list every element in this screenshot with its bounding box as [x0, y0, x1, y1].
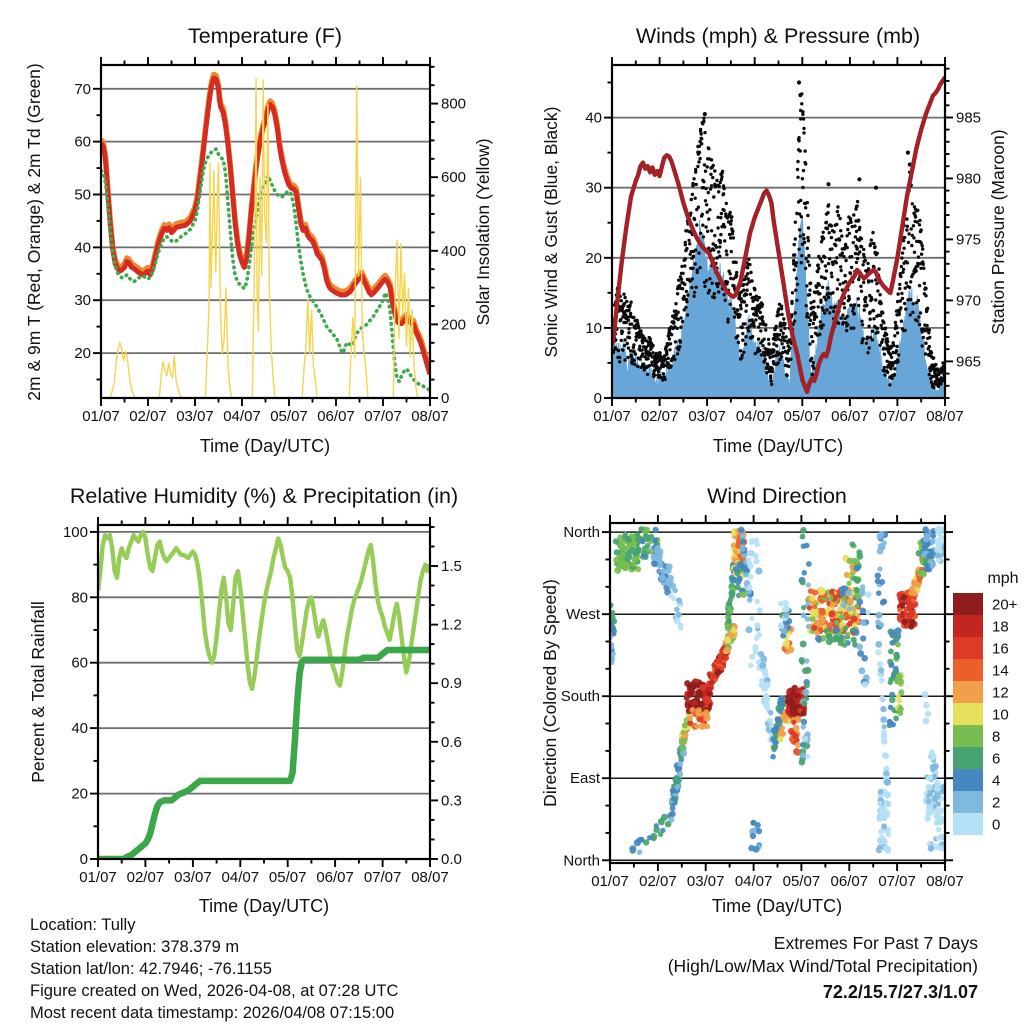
x-tick-label: 02/07 — [126, 869, 165, 886]
y-tick-label-right: 800 — [441, 95, 467, 113]
x-tick-label: 02/07 — [640, 408, 679, 425]
colorbar-swatch — [953, 593, 983, 615]
y-tick-label-left: 100 — [62, 523, 88, 541]
humidity-ylabel-left: Percent & Total Rainfall — [28, 601, 48, 783]
x-tick-label: 05/07 — [270, 408, 308, 425]
x-tick-label: 08/07 — [411, 408, 449, 425]
temperature-xlabel: Time (Day/UTC) — [199, 436, 331, 456]
colorbar-label: 6 — [992, 750, 1001, 768]
y-tick-label-left: 0 — [79, 851, 88, 868]
y-tick-label-left: 20 — [71, 785, 88, 803]
x-tick-label: 07/07 — [364, 408, 402, 425]
x-tick-label: 01/07 — [82, 408, 120, 425]
y-tick-label-right: 0.3 — [441, 792, 462, 810]
x-tick-label: 04/07 — [223, 408, 261, 425]
x-tick-label: 03/07 — [686, 873, 725, 890]
y-tick-label-left: 30 — [74, 292, 91, 310]
y-tick-label-left: 0 — [593, 390, 602, 407]
winds-ylabel-right: Station Pressure (Maroon) — [988, 129, 1008, 335]
winds-pressure-title: Winds (mph) & Pressure (mb) — [635, 24, 921, 48]
x-tick-label: 04/07 — [221, 869, 260, 886]
y-tick-label-right: 970 — [956, 292, 982, 310]
colorbar-label: 18 — [992, 618, 1009, 636]
y-tick-label-right: 0 — [441, 390, 450, 407]
y-tick-label-right: 600 — [441, 169, 467, 187]
x-tick-label: 08/07 — [926, 873, 964, 890]
colorbar-swatch — [953, 769, 983, 791]
temperature-title: Temperature (F) — [187, 24, 343, 48]
colorbar-swatch — [953, 725, 983, 747]
x-tick-label: 03/07 — [688, 408, 726, 425]
y-tick-label-left: 80 — [71, 589, 88, 607]
x-tick-label: 07/07 — [878, 873, 916, 890]
y-tick-label-right: 975 — [956, 231, 982, 249]
footer-latlon: Station lat/lon: 42.7946; -76.1155 — [30, 960, 272, 978]
colorbar-swatch — [953, 813, 983, 835]
y-tick-label-left: 70 — [74, 80, 91, 98]
y-tick-label-right: 985 — [956, 109, 982, 127]
y-tick-label-right: 965 — [956, 353, 982, 371]
y-tick-label-left: West — [566, 606, 600, 624]
x-tick-label: 02/07 — [129, 408, 167, 425]
colorbar-swatch — [953, 747, 983, 769]
x-tick-label: 02/07 — [639, 873, 677, 890]
y-tick-label-right: 0.0 — [441, 851, 462, 868]
humidity-precip-title: Relative Humidity (%) & Precipitation (in) — [69, 484, 459, 508]
colorbar-swatch — [953, 637, 983, 659]
y-tick-label-right: 200 — [441, 316, 467, 334]
y-tick-label-left: 40 — [71, 720, 88, 738]
y-tick-label-right: 0.9 — [441, 675, 462, 693]
winds-pressure-xlabel: Time (Day/UTC) — [712, 436, 844, 456]
y-tick-label-left: 30 — [585, 179, 602, 197]
colorbar-label: 8 — [992, 728, 1001, 746]
x-tick-label: 06/07 — [831, 408, 869, 425]
footer-created: Figure created on Wed, 2026-04-08, at 07:28 UTC — [30, 982, 399, 1000]
x-tick-label: 06/07 — [316, 869, 354, 886]
colorbar-swatch — [953, 791, 983, 813]
colorbar-label: 20+ — [992, 596, 1018, 614]
extremes-subtitle: (High/Low/Max Wind/Total Precipitation) — [667, 956, 978, 976]
footer-location: Location: Tully — [30, 916, 136, 934]
colorbar-swatch — [953, 659, 983, 681]
y-tick-label-left: 40 — [74, 239, 91, 257]
y-tick-label-left: 60 — [74, 133, 91, 151]
y-tick-label-left: North — [563, 852, 600, 870]
winds-ylabel-left: Sonic Wind & Gust (Blue, Black) — [541, 106, 561, 358]
colorbar-swatch — [953, 615, 983, 637]
x-tick-label: 01/07 — [593, 408, 631, 425]
y-tick-label-right: 1.2 — [441, 616, 462, 634]
y-tick-label-left: East — [569, 770, 600, 788]
colorbar-label: 2 — [992, 794, 1001, 812]
x-tick-label: 07/07 — [878, 408, 917, 425]
humidity-precip-xlabel: Time (Day/UTC) — [198, 896, 330, 916]
x-tick-label: 01/07 — [591, 873, 629, 890]
colorbar-label: 16 — [992, 640, 1009, 658]
extremes-values: 72.2/15.7/27.3/1.07 — [822, 982, 978, 1002]
y-tick-label-right: 400 — [441, 242, 467, 260]
y-tick-label-left: 50 — [74, 186, 91, 204]
x-tick-label: 05/07 — [268, 869, 307, 886]
x-tick-label: 01/07 — [79, 869, 117, 886]
colorbar-swatch — [953, 681, 983, 703]
y-tick-label-left: South — [560, 688, 600, 706]
footer-elevation: Station elevation: 378.379 m — [30, 938, 240, 956]
x-tick-label: 03/07 — [174, 869, 212, 886]
x-tick-label: 05/07 — [782, 873, 821, 890]
x-tick-label: 06/07 — [317, 408, 355, 425]
y-tick-label-left: 60 — [71, 654, 88, 672]
colorbar-label: 12 — [992, 684, 1009, 702]
y-tick-label-left: 10 — [585, 319, 602, 337]
wind-direction-xlabel: Time (Day/UTC) — [711, 896, 843, 916]
y-tick-label-right: 1.5 — [441, 558, 462, 575]
y-tick-label-left: North — [563, 524, 600, 542]
y-tick-label-left: 20 — [74, 345, 91, 363]
x-tick-label: 06/07 — [830, 873, 869, 890]
x-tick-label: 08/07 — [411, 869, 449, 886]
y-tick-label-right: 980 — [956, 170, 982, 188]
extremes-title: Extremes For Past 7 Days — [773, 933, 978, 953]
y-tick-label-left: 20 — [585, 249, 602, 267]
x-tick-label: 07/07 — [363, 869, 402, 886]
colorbar-label: 14 — [992, 662, 1009, 680]
temperature-ylabel-left: 2m & 9m T (Red, Orange) & 2m Td (Green) — [24, 63, 44, 401]
colorbar-swatch — [953, 703, 983, 725]
temperature-ylabel-right: Solar Insolation (Yellow) — [473, 138, 493, 326]
y-tick-label-right: 0.6 — [441, 733, 462, 751]
x-tick-label: 04/07 — [734, 873, 773, 890]
x-tick-label: 04/07 — [735, 408, 774, 425]
colorbar-label: 0 — [992, 816, 1001, 834]
colorbar-unit-label: mph — [987, 570, 1019, 587]
wind-direction-title: Wind Direction — [707, 484, 847, 508]
wind-direction-ylabel: Direction (Colored By Speed) — [540, 579, 560, 807]
y-tick-label-left: 40 — [585, 109, 602, 127]
footer-timestamp: Most recent data timestamp: 2026/04/08 07:15:00 — [30, 1004, 395, 1022]
x-tick-label: 03/07 — [176, 408, 214, 425]
colorbar-label: 4 — [992, 772, 1001, 790]
x-tick-label: 08/07 — [926, 408, 964, 425]
colorbar-label: 10 — [992, 706, 1009, 724]
x-tick-label: 05/07 — [783, 408, 822, 425]
